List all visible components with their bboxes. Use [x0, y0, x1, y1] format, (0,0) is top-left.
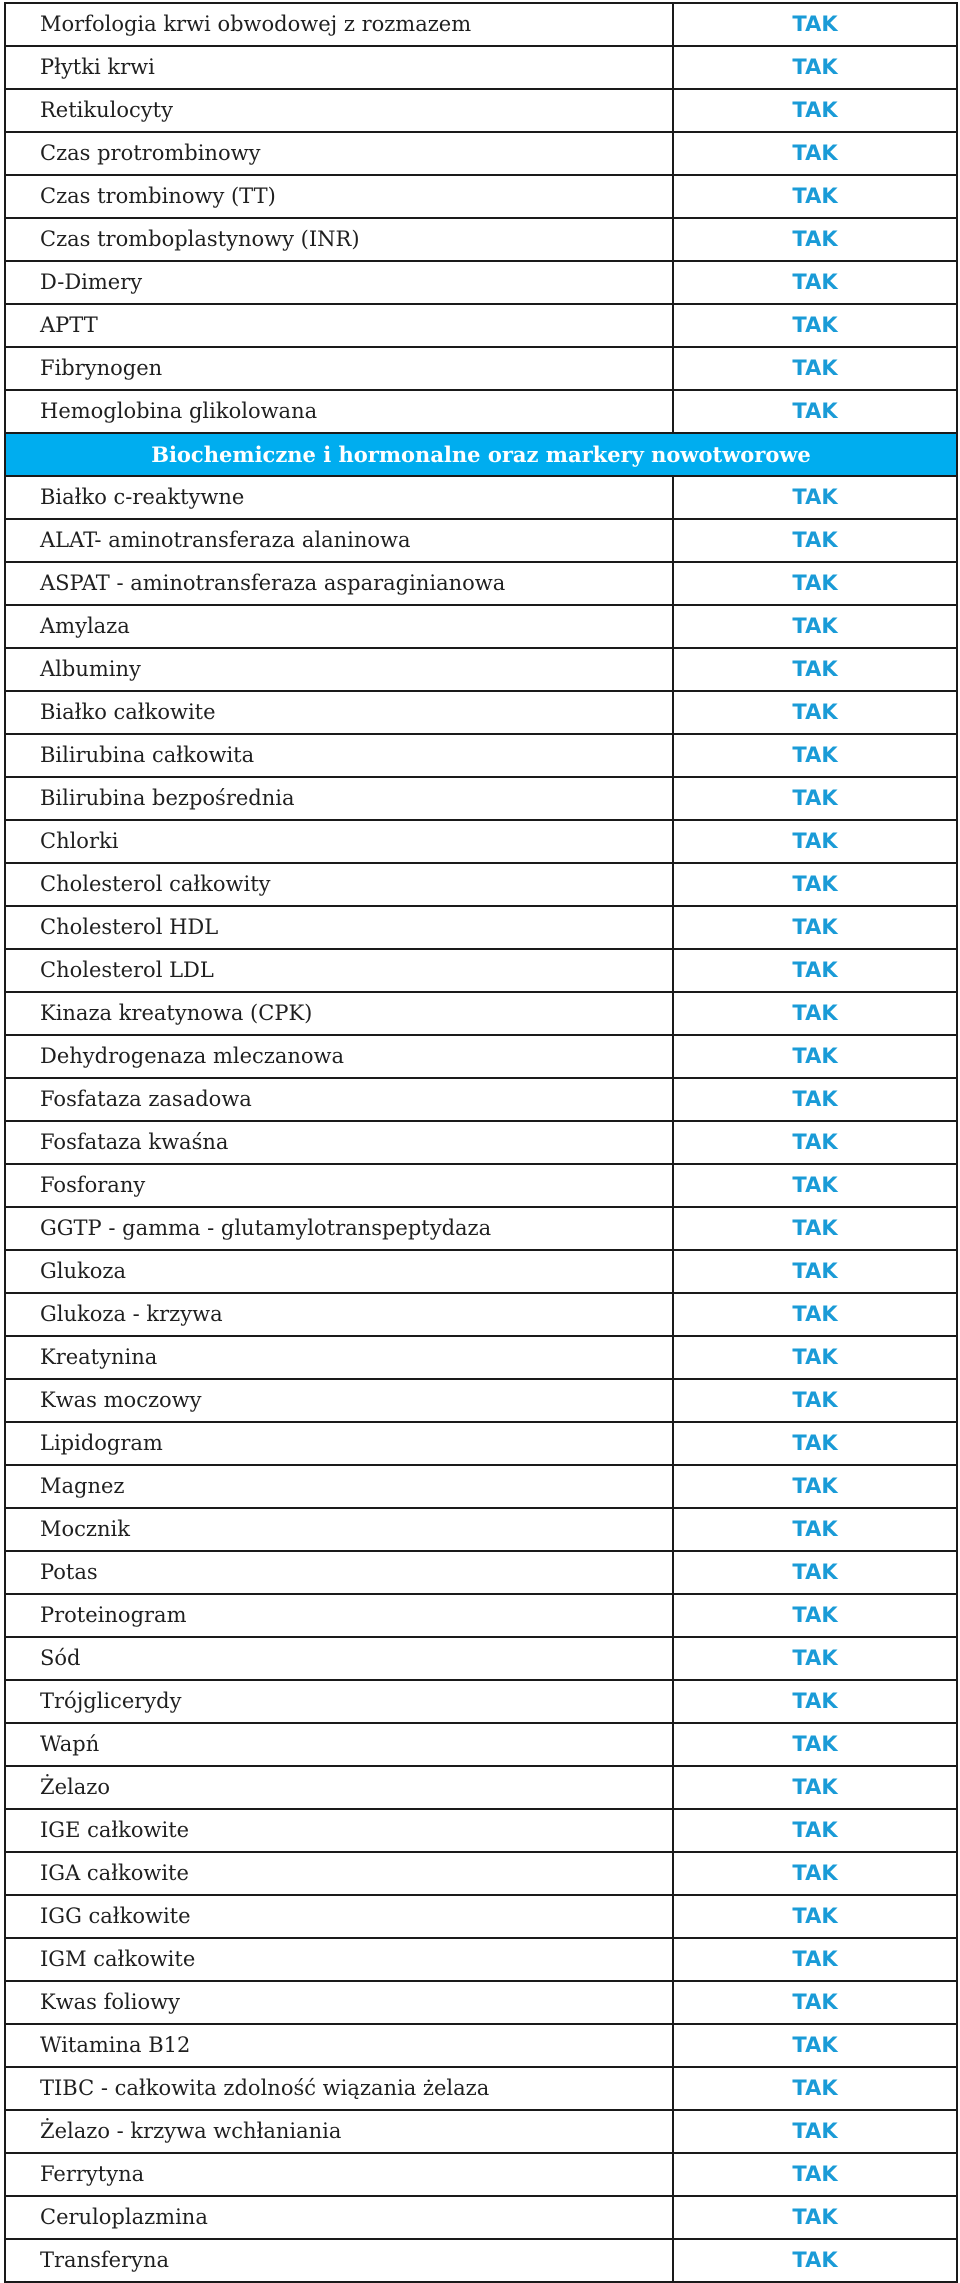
- test-name-cell: TIBC - całkowita zdolność wiązania żelaza: [6, 2068, 674, 2109]
- test-name-cell: Ferrytyna: [6, 2154, 674, 2195]
- table-row: [6, 1380, 958, 1423]
- table-row: [6, 520, 958, 563]
- table-row: [6, 348, 958, 391]
- table-row: [6, 563, 958, 606]
- table-row: [6, 1595, 958, 1638]
- section-header-row: [6, 434, 958, 477]
- table-row: [6, 1509, 958, 1552]
- table-row: [6, 1079, 958, 1122]
- table-row: [6, 176, 958, 219]
- table-row: [6, 1638, 958, 1681]
- availability-cell: TAK: [674, 692, 958, 733]
- availability-cell: TAK: [674, 1767, 958, 1808]
- availability-cell: TAK: [674, 305, 958, 346]
- availability-cell: TAK: [674, 1294, 958, 1335]
- availability-cell: TAK: [674, 1638, 958, 1679]
- test-name-cell: D-Dimery: [6, 262, 674, 303]
- table-row: [6, 2111, 958, 2154]
- availability-cell: TAK: [674, 1251, 958, 1292]
- availability-cell: TAK: [674, 1079, 958, 1120]
- availability-cell: TAK: [674, 1165, 958, 1206]
- table-row: [6, 1853, 958, 1896]
- availability-cell: TAK: [674, 1509, 958, 1550]
- test-name-cell: Fosfataza kwaśna: [6, 1122, 674, 1163]
- table-row: [6, 1810, 958, 1853]
- availability-cell: TAK: [674, 90, 958, 131]
- table-row: [6, 907, 958, 950]
- test-name-cell: Kwas moczowy: [6, 1380, 674, 1421]
- test-name-cell: Glukoza - krzywa: [6, 1294, 674, 1335]
- table-row: [6, 90, 958, 133]
- test-name-cell: Białko c-reaktywne: [6, 477, 674, 518]
- table-row: [6, 391, 958, 434]
- test-name-cell: Chlorki: [6, 821, 674, 862]
- availability-cell: TAK: [674, 907, 958, 948]
- availability-cell: TAK: [674, 1896, 958, 1937]
- test-name-cell: Białko całkowite: [6, 692, 674, 733]
- test-name-cell: IGG całkowite: [6, 1896, 674, 1937]
- table-row: [6, 864, 958, 907]
- availability-cell: TAK: [674, 219, 958, 260]
- table-row: [6, 305, 958, 348]
- test-name-cell: Dehydrogenaza mleczanowa: [6, 1036, 674, 1077]
- availability-cell: TAK: [674, 391, 958, 432]
- test-name-cell: Bilirubina bezpośrednia: [6, 778, 674, 819]
- test-name-cell: Glukoza: [6, 1251, 674, 1292]
- availability-cell: TAK: [674, 1466, 958, 1507]
- availability-cell: TAK: [674, 864, 958, 905]
- availability-cell: TAK: [674, 1122, 958, 1163]
- availability-cell: TAK: [674, 262, 958, 303]
- availability-cell: TAK: [674, 993, 958, 1034]
- table-row: [6, 606, 958, 649]
- availability-cell: TAK: [674, 2068, 958, 2109]
- table-row: [6, 1122, 958, 1165]
- test-name-cell: Kwas foliowy: [6, 1982, 674, 2023]
- table-row: [6, 1896, 958, 1939]
- availability-cell: TAK: [674, 348, 958, 389]
- test-name-cell: Fosfataza zasadowa: [6, 1079, 674, 1120]
- availability-cell: TAK: [674, 778, 958, 819]
- availability-cell: TAK: [674, 649, 958, 690]
- availability-cell: TAK: [674, 1810, 958, 1851]
- test-name-cell: ASPAT - aminotransferaza asparaginianowa: [6, 563, 674, 604]
- availability-cell: TAK: [674, 1337, 958, 1378]
- test-name-cell: Potas: [6, 1552, 674, 1593]
- table-row: [6, 2154, 958, 2197]
- table-row: [6, 1466, 958, 1509]
- test-name-cell: Cholesterol HDL: [6, 907, 674, 948]
- test-name-cell: Bilirubina całkowita: [6, 735, 674, 776]
- test-name-cell: Żelazo: [6, 1767, 674, 1808]
- availability-cell: TAK: [674, 1939, 958, 1980]
- table-row: [6, 993, 958, 1036]
- table-row: [6, 1294, 958, 1337]
- availability-cell: TAK: [674, 1423, 958, 1464]
- table-row: [6, 950, 958, 993]
- availability-cell: TAK: [674, 133, 958, 174]
- test-name-cell: Wapń: [6, 1724, 674, 1765]
- table-row: [6, 219, 958, 262]
- test-name-cell: Czas trombinowy (TT): [6, 176, 674, 217]
- availability-cell: TAK: [674, 520, 958, 561]
- test-name-cell: IGE całkowite: [6, 1810, 674, 1851]
- table-row: [6, 2068, 958, 2111]
- test-name-cell: Witamina B12: [6, 2025, 674, 2066]
- test-name-cell: Sód: [6, 1638, 674, 1679]
- table-row: [6, 47, 958, 90]
- table-row: [6, 1767, 958, 1810]
- table-row: [6, 778, 958, 821]
- table-row: [6, 1724, 958, 1767]
- test-name-cell: Żelazo - krzywa wchłaniania: [6, 2111, 674, 2152]
- table-row: [6, 4, 958, 47]
- table-row: [6, 649, 958, 692]
- table-row: [6, 1423, 958, 1466]
- test-name-cell: IGA całkowite: [6, 1853, 674, 1894]
- test-name-cell: Kinaza kreatynowa (CPK): [6, 993, 674, 1034]
- test-name-cell: Retikulocyty: [6, 90, 674, 131]
- availability-cell: TAK: [674, 563, 958, 604]
- availability-cell: TAK: [674, 2154, 958, 2195]
- table-row: [6, 1208, 958, 1251]
- test-name-cell: Płytki krwi: [6, 47, 674, 88]
- test-name-cell: Fibrynogen: [6, 348, 674, 389]
- table-row: [6, 1681, 958, 1724]
- table-row: [6, 1165, 958, 1208]
- test-name-cell: Albuminy: [6, 649, 674, 690]
- table-row: [6, 1552, 958, 1595]
- table-row: [6, 735, 958, 778]
- table-row: [6, 821, 958, 864]
- section-title: Biochemiczne i hormonalne oraz markery nowotworowe: [6, 434, 958, 475]
- availability-cell: TAK: [674, 735, 958, 776]
- test-name-cell: Proteinogram: [6, 1595, 674, 1636]
- availability-cell: TAK: [674, 47, 958, 88]
- availability-cell: TAK: [674, 821, 958, 862]
- test-name-cell: APTT: [6, 305, 674, 346]
- availability-cell: TAK: [674, 950, 958, 991]
- test-name-cell: Morfologia krwi obwodowej z rozmazem: [6, 4, 674, 45]
- availability-cell: TAK: [674, 1853, 958, 1894]
- test-name-cell: GGTP - gamma - glutamylotranspeptydaza: [6, 1208, 674, 1249]
- table-row: [6, 477, 958, 520]
- availability-cell: TAK: [674, 2025, 958, 2066]
- table-row: [6, 2025, 958, 2068]
- table-row: [6, 1251, 958, 1294]
- availability-cell: TAK: [674, 1208, 958, 1249]
- availability-cell: TAK: [674, 477, 958, 518]
- table-row: [6, 2197, 958, 2240]
- table-row: [6, 133, 958, 176]
- test-name-cell: Ceruloplazmina: [6, 2197, 674, 2238]
- test-name-cell: Cholesterol całkowity: [6, 864, 674, 905]
- table-row: [6, 2240, 958, 2283]
- availability-cell: TAK: [674, 1380, 958, 1421]
- table-row: [6, 1337, 958, 1380]
- test-name-cell: Transferyna: [6, 2240, 674, 2281]
- table-row: [6, 1036, 958, 1079]
- test-name-cell: IGM całkowite: [6, 1939, 674, 1980]
- test-name-cell: Magnez: [6, 1466, 674, 1507]
- test-name-cell: Lipidogram: [6, 1423, 674, 1464]
- availability-cell: TAK: [674, 176, 958, 217]
- availability-cell: TAK: [674, 4, 958, 45]
- test-name-cell: Trójglicerydy: [6, 1681, 674, 1722]
- test-name-cell: Fosforany: [6, 1165, 674, 1206]
- table-row: [6, 692, 958, 735]
- test-name-cell: ALAT- aminotransferaza alaninowa: [6, 520, 674, 561]
- test-name-cell: Amylaza: [6, 606, 674, 647]
- test-name-cell: Mocznik: [6, 1509, 674, 1550]
- test-name-cell: Czas tromboplastynowy (INR): [6, 219, 674, 260]
- table-row: [6, 1939, 958, 1982]
- availability-cell: TAK: [674, 1036, 958, 1077]
- availability-cell: TAK: [674, 1982, 958, 2023]
- test-name-cell: Hemoglobina glikolowana: [6, 391, 674, 432]
- availability-cell: TAK: [674, 2111, 958, 2152]
- availability-cell: TAK: [674, 2197, 958, 2238]
- availability-cell: TAK: [674, 1681, 958, 1722]
- test-name-cell: Kreatynina: [6, 1337, 674, 1378]
- availability-cell: TAK: [674, 1552, 958, 1593]
- test-name-cell: Cholesterol LDL: [6, 950, 674, 991]
- test-name-cell: Czas protrombinowy: [6, 133, 674, 174]
- test-availability-table: [4, 2, 958, 2283]
- availability-cell: TAK: [674, 2240, 958, 2281]
- availability-cell: TAK: [674, 1724, 958, 1765]
- table-row: [6, 262, 958, 305]
- availability-cell: TAK: [674, 1595, 958, 1636]
- availability-cell: TAK: [674, 606, 958, 647]
- table-row: [6, 1982, 958, 2025]
